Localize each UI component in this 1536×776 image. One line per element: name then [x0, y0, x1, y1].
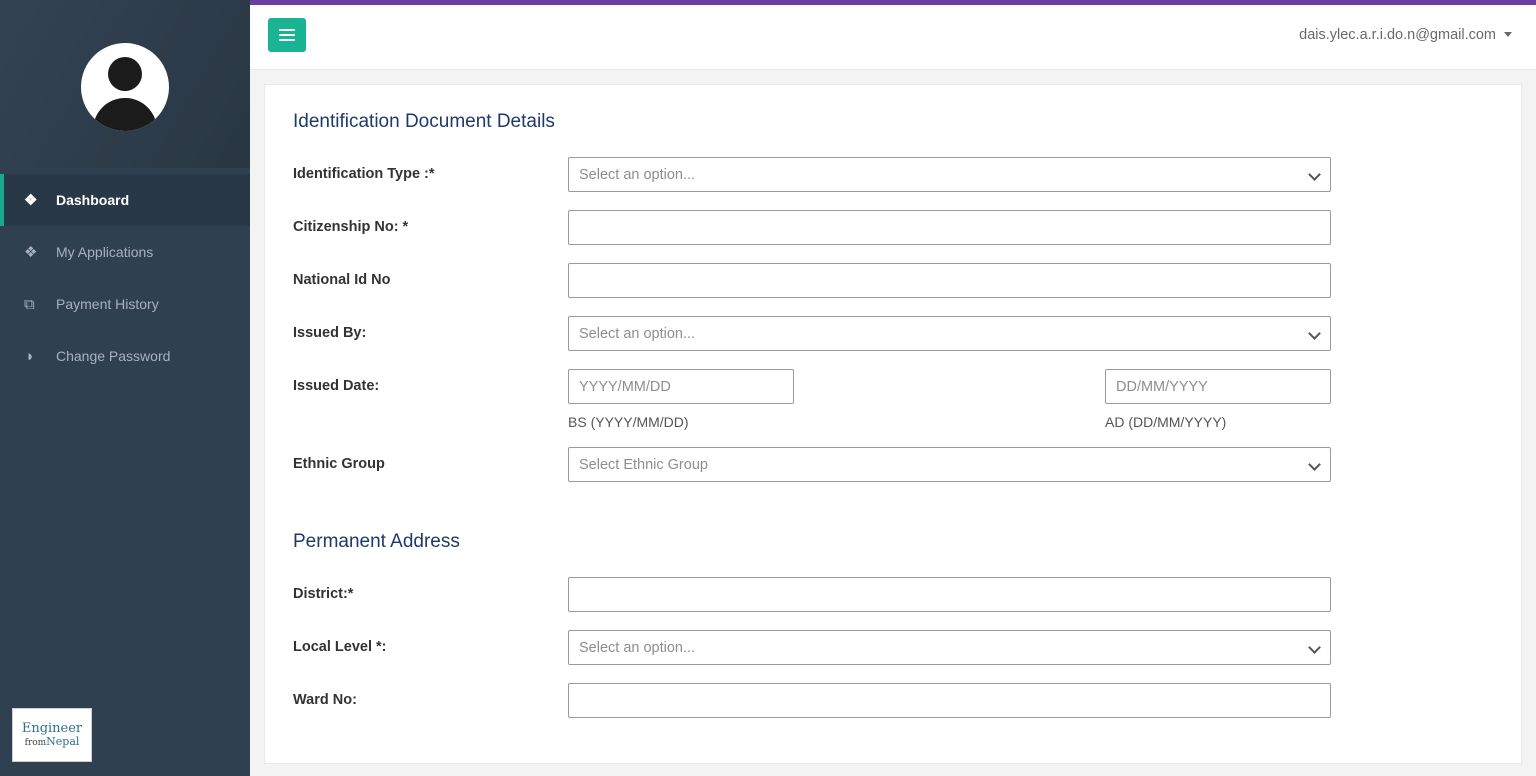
section-title-permanent-address: Permanent Address	[293, 531, 460, 552]
issued-by-field	[568, 316, 1331, 351]
chevron-down-icon	[1504, 32, 1512, 37]
issued-date-field	[568, 369, 1331, 430]
form-row-district	[293, 577, 1493, 613]
sidebar-item-label: Change Password	[56, 348, 171, 364]
toggle-icon: ◑	[24, 347, 34, 365]
sidebar	[0, 0, 250, 776]
logo-line-2	[25, 736, 80, 748]
issued-by-label: Issued By:	[293, 325, 367, 341]
section-title-identification: Identification Document Details	[293, 111, 555, 132]
issued-date-bs-hint: BS (YYYY/MM/DD)	[568, 414, 689, 430]
diamond-icon: ❖	[24, 191, 38, 209]
user-menu[interactable]	[1299, 27, 1512, 43]
logo-from-text: from	[24, 737, 47, 748]
ward-no-field	[568, 683, 1331, 718]
identification-type-field	[568, 157, 1331, 192]
issued-date-label: Issued Date:	[293, 378, 380, 394]
hamburger-icon	[279, 26, 295, 44]
sidebar-item-label: Dashboard	[56, 192, 130, 208]
national-id-no-field	[568, 263, 1331, 298]
form-row-citizenship-no	[293, 210, 1493, 246]
avatar-head-icon	[108, 57, 142, 91]
sidebar-profile-header	[0, 0, 250, 168]
sidebar-item-label: My Applications	[56, 244, 154, 260]
avatar	[81, 43, 169, 131]
form-row-identification-type	[293, 157, 1493, 193]
sidebar-item-my-applications[interactable]	[0, 226, 250, 278]
identification-type-label: Identification Type :*	[293, 166, 435, 182]
menu-toggle-button[interactable]	[268, 18, 306, 52]
district-field	[568, 577, 1331, 612]
ward-no-input[interactable]	[568, 683, 1331, 718]
form-panel	[264, 84, 1522, 764]
sidebar-item-label: Payment History	[56, 296, 159, 312]
form-row-issued-by	[293, 316, 1493, 352]
content-area	[250, 70, 1536, 776]
avatar-body-icon	[93, 98, 157, 131]
form-row-national-id-no	[293, 263, 1493, 299]
local-level-field	[568, 630, 1331, 665]
identification-type-select-wrap	[568, 157, 1331, 192]
topbar	[250, 0, 1536, 70]
form-row-ward-no	[293, 683, 1493, 719]
logo-line-1: Engineer	[21, 720, 83, 736]
issued-date-ad-col	[1105, 369, 1331, 430]
citizenship-no-field	[568, 210, 1331, 245]
local-level-select-wrap	[568, 630, 1331, 665]
issued-by-select[interactable]	[568, 316, 1331, 351]
issued-by-select-wrap	[568, 316, 1331, 351]
ward-no-label: Ward No:	[293, 692, 357, 708]
national-id-no-input[interactable]	[568, 263, 1331, 298]
local-level-label: Local Level *:	[293, 639, 387, 655]
identification-type-select[interactable]	[568, 157, 1331, 192]
user-email-label: dais.ylec.a.r.i.do.n@gmail.com	[1299, 26, 1496, 43]
citizenship-no-label: Citizenship No: *	[293, 219, 409, 235]
diamond-icon: ❖	[24, 243, 38, 261]
form-row-issued-date	[293, 369, 1493, 430]
payment-icon: ⧉	[24, 295, 35, 313]
issued-date-inputs	[568, 369, 1331, 430]
issued-date-bs-col	[568, 369, 794, 430]
logo-nepal-text: Nepal	[46, 734, 80, 748]
ethnic-group-select-wrap	[568, 447, 1331, 482]
national-id-no-label: National Id No	[293, 272, 391, 288]
district-input[interactable]	[568, 577, 1331, 612]
form-row-local-level	[293, 630, 1493, 666]
ethnic-group-label: Ethnic Group	[293, 456, 385, 472]
organization-logo	[12, 708, 92, 762]
district-label: District:*	[293, 586, 354, 602]
issued-date-ad-input[interactable]	[1105, 369, 1331, 404]
issued-date-ad-hint: AD (DD/MM/YYYY)	[1105, 414, 1227, 430]
ethnic-group-select[interactable]	[568, 447, 1331, 482]
sidebar-item-payment-history[interactable]	[0, 278, 250, 330]
citizenship-no-input[interactable]	[568, 210, 1331, 245]
sidebar-item-dashboard[interactable]	[0, 174, 250, 226]
sidebar-nav	[0, 174, 250, 382]
ethnic-group-field	[568, 447, 1331, 482]
local-level-select[interactable]	[568, 630, 1331, 665]
issued-date-bs-input[interactable]	[568, 369, 794, 404]
main-area	[250, 0, 1536, 776]
sidebar-item-change-password[interactable]	[0, 330, 250, 382]
topbar-accent	[250, 0, 1536, 5]
form-row-ethnic-group	[293, 447, 1493, 483]
